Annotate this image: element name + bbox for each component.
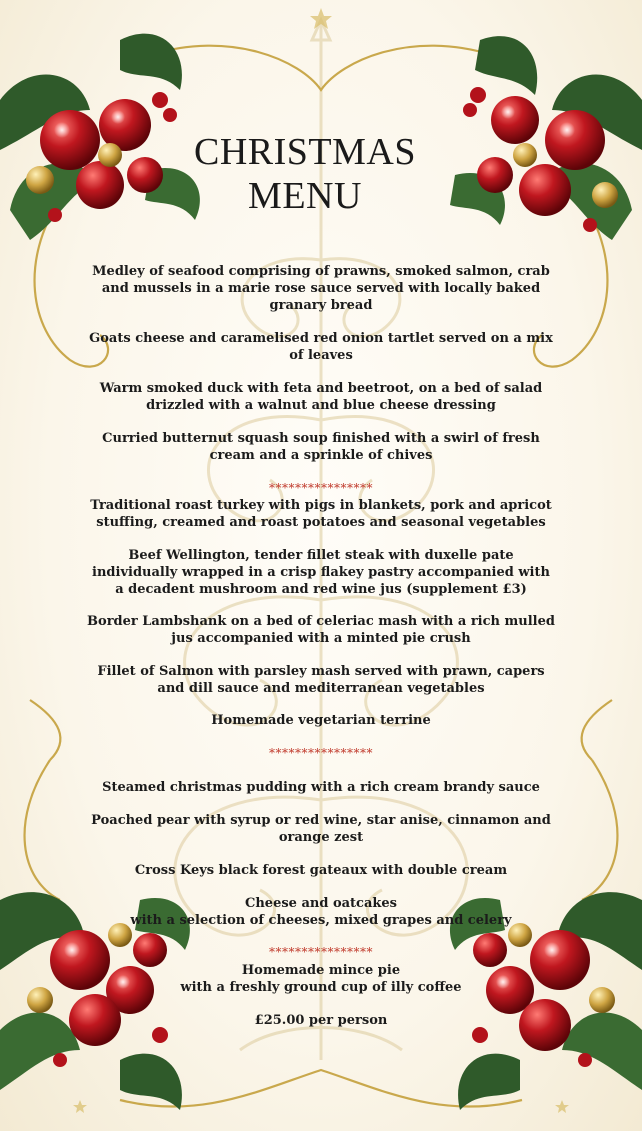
starter-item: Curried butternut squash soup finished with a swirl of fresh cream and a sprinkle of chives bbox=[102, 431, 540, 463]
dessert-item: Cheese and oatcakes with a selection of cheeses, mixed grapes and celery bbox=[130, 896, 512, 928]
dessert-item: Steamed christmas pudding with a rich cream brandy sauce bbox=[102, 780, 540, 795]
main-course-item: Homemade vegetarian terrine bbox=[211, 713, 431, 728]
section-separator: **************** bbox=[269, 945, 373, 959]
menu-title-line2: MENU bbox=[248, 175, 362, 217]
section-separator: **************** bbox=[269, 481, 373, 495]
starter-item: Medley of seafood comprising of prawns, smoked salmon, crab and mussels in a marie rose sauce served with locally baked granary bread bbox=[92, 264, 550, 313]
finale-item: Homemade mince pie with a freshly ground cup of illy coffee bbox=[180, 963, 462, 995]
dessert-item: Cross Keys black forest gateaux with double cream bbox=[134, 863, 508, 878]
main-course-item: Border Lambshank on a bed of celeriac mash with a rich mulled jus accompanied with a minted pie crush bbox=[87, 614, 555, 646]
starter-item: Goats cheese and caramelised red onion tartlet served on a mix of leaves bbox=[89, 331, 553, 363]
starter-item: Warm smoked duck with feta and beetroot, on a bed of salad drizzled with a walnut and blue cheese dressing bbox=[99, 381, 543, 413]
section-separator: **************** bbox=[269, 746, 373, 760]
main-course-item: Traditional roast turkey with pigs in blankets, pork and apricot stuffing, creamed and roast potatoes and seasonal vegetables bbox=[90, 498, 552, 530]
price-text: £25.00 per person bbox=[254, 1013, 388, 1028]
dessert-item: Poached pear with syrup or red wine, star anise, cinnamon and orange zest bbox=[91, 813, 551, 845]
menu-title-line1: CHRISTMAS bbox=[194, 131, 416, 173]
main-course-item: Fillet of Salmon with parsley mash served with prawn, capers and dill sauce and mediterranean vegetables bbox=[97, 664, 545, 696]
main-course-item: Beef Wellington, tender fillet steak with duxelle pate individually wrapped in a crisp flakey pastry accompanied with a decadent mushroom and red wine jus (supplement £3) bbox=[92, 548, 550, 597]
